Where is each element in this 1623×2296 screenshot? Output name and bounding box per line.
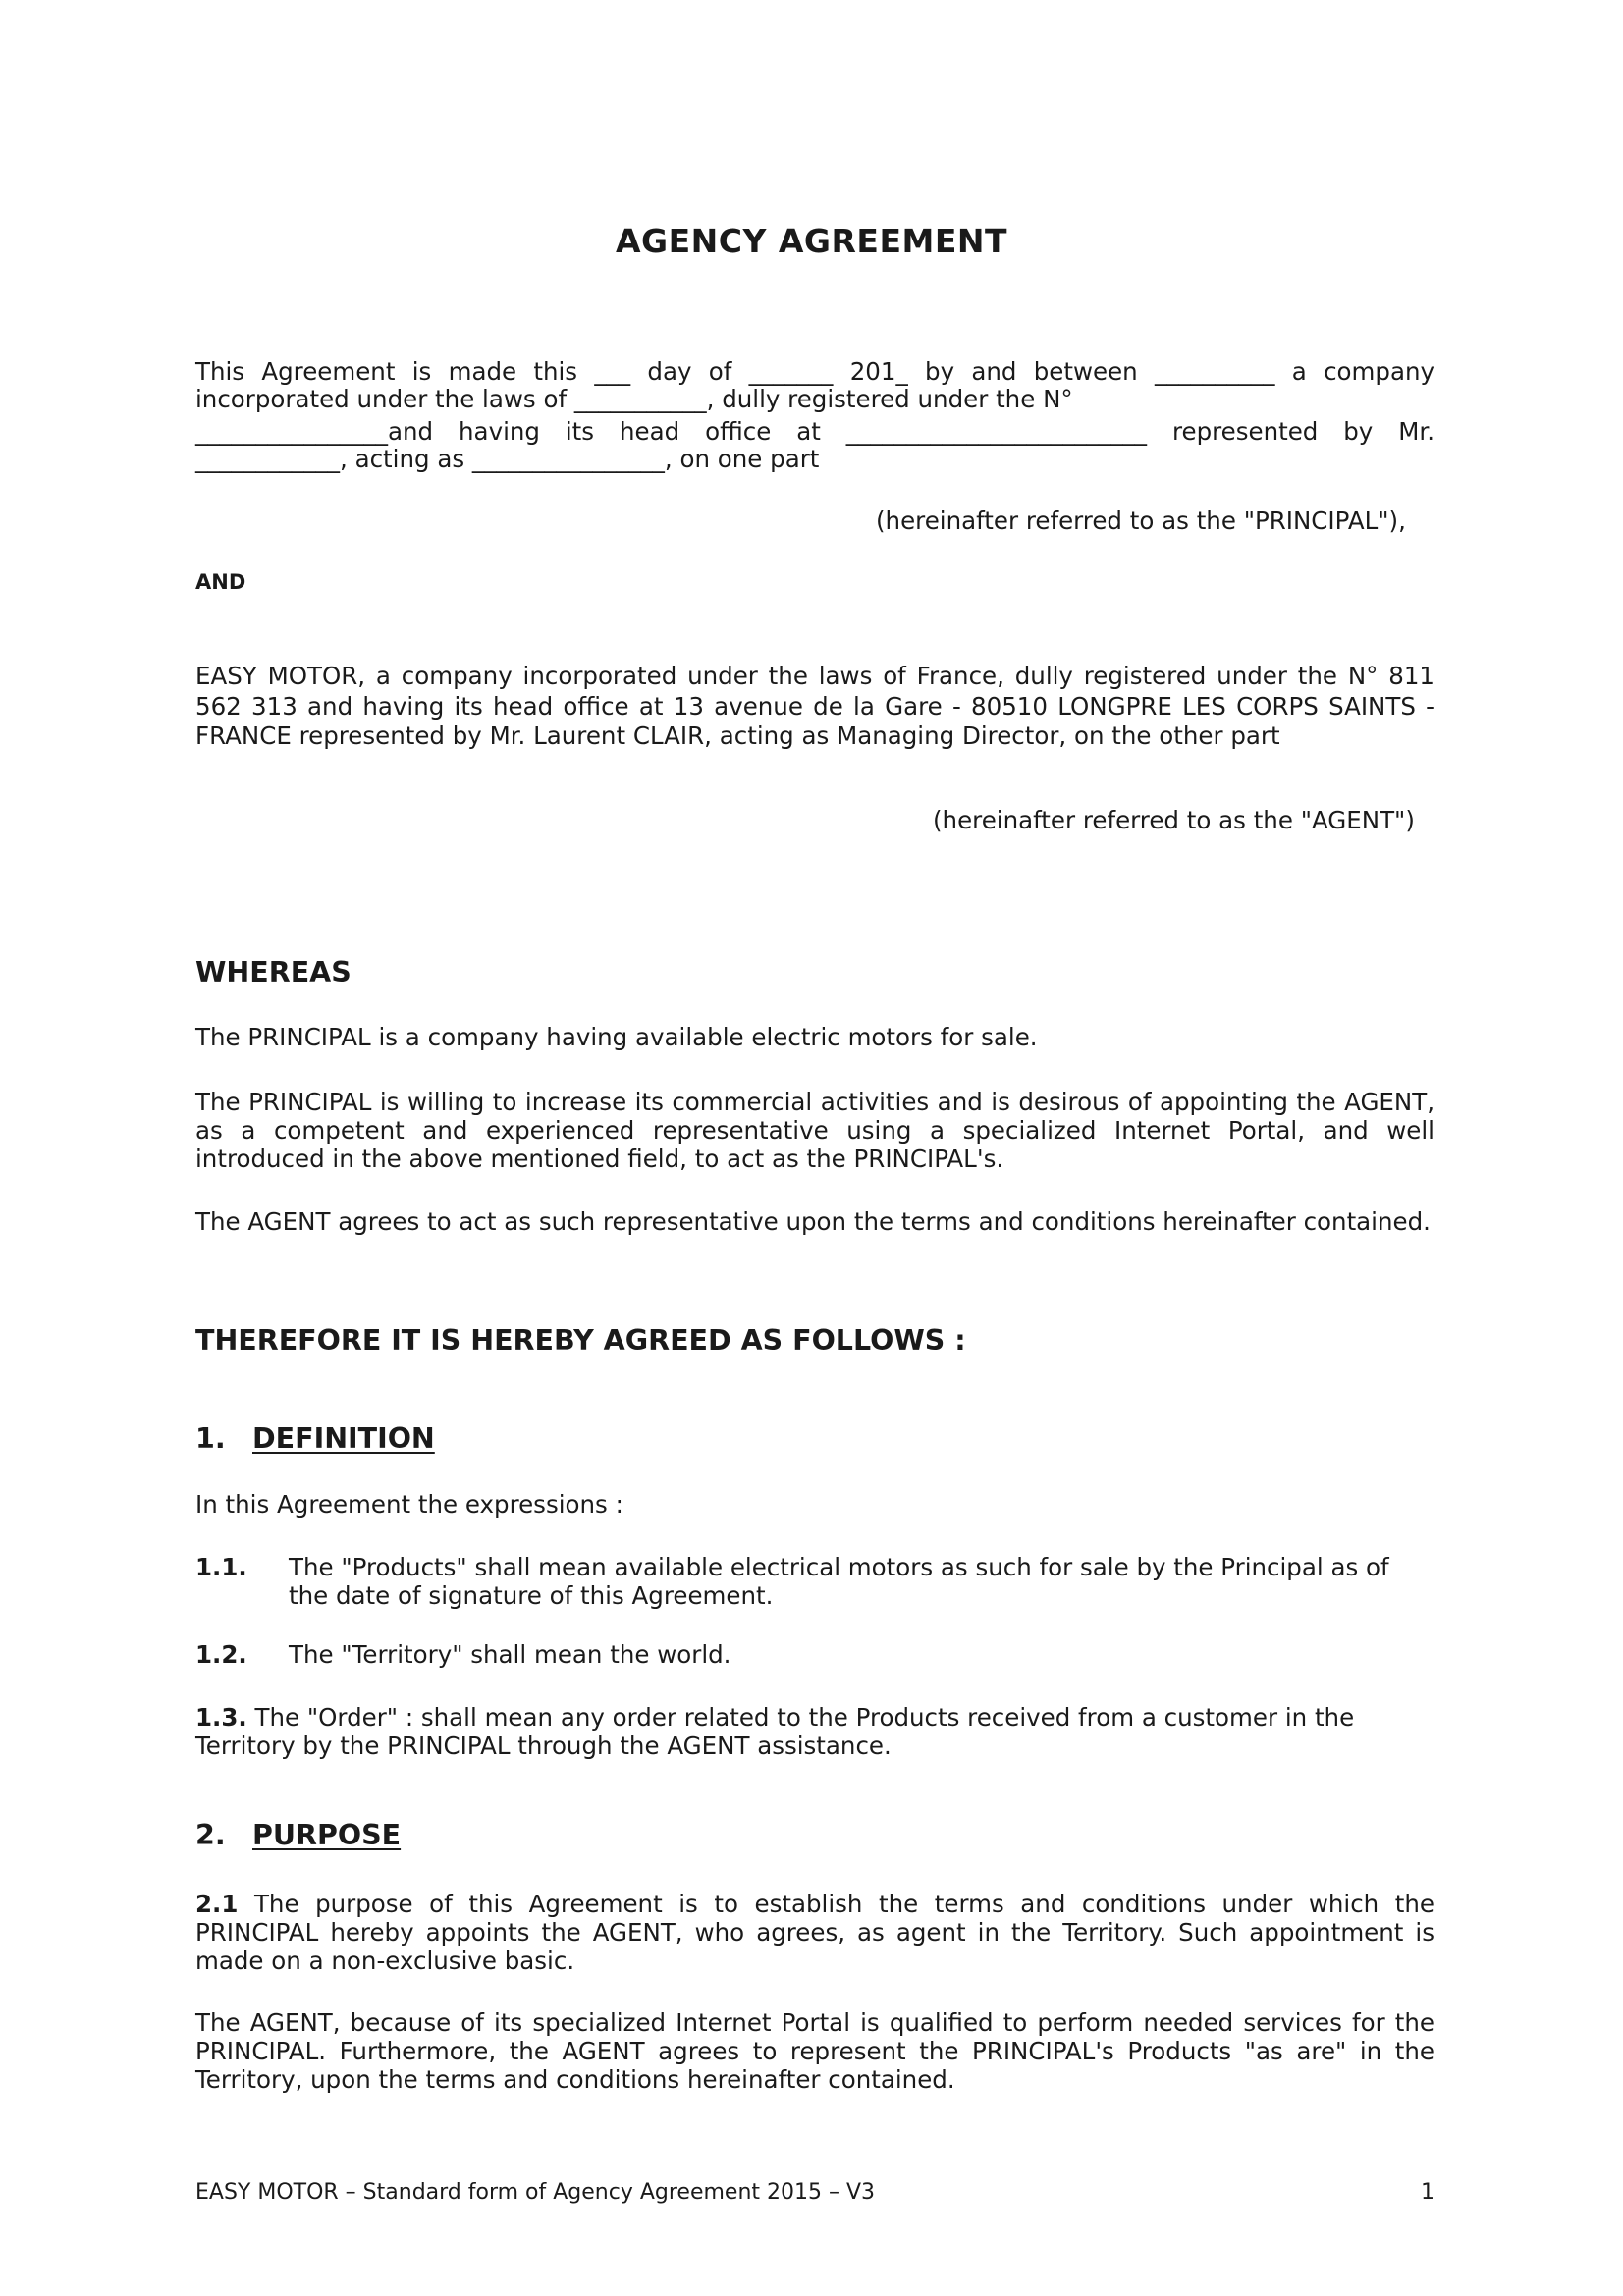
definition-item-3-text: The "Order" : shall mean any order related to the Products received from a customer in the Territory by the PRINCIPAL through the AGENT assistance. [195,1703,1355,1760]
definition-item-3 [195,1703,1434,1760]
page-number: 1 [1421,2180,1434,2205]
intro-line-3: ________________and having its head office at _________________________ represented by Mr. [195,417,1434,446]
whereas-paragraph-2: The PRINCIPAL is willing to increase its commercial activities and is desirous of appointing the AGENT, as a competent and experienced representative using a specialized Internet Portal, and well introduced in the above mentioned field, to act as the PRINCIPAL's. [195,1088,1434,1173]
section-1-title: DEFINITION [252,1422,435,1455]
definition-item-2-number: 1.2. [195,1640,247,1669]
purpose-item-2-1 [195,1890,1434,1975]
definition-item-3-number: 1.3. [195,1703,247,1732]
agent-reference: (hereinafter referred to as the "AGENT") [933,806,1415,834]
purpose-item-2-1-text: The purpose of this Agreement is to establish the terms and conditions under which the PRINCIPAL hereby appoints the AGENT, who agrees, as agent in the Territory. Such appointment is made on a non-exclusive basic. [195,1890,1434,1975]
whereas-paragraph-3: The AGENT agrees to act as such representative upon the terms and conditions hereinafter contained. [195,1207,1431,1236]
definition-item-2-text: The "Territory" shall mean the world. [289,1640,731,1669]
intro-line-1: This Agreement is made this ___ day of _______ 201_ by and between __________ a company [195,357,1434,386]
therefore-heading: THEREFORE IT IS HEREBY AGREED AS FOLLOWS : [195,1324,966,1357]
agent-paragraph: EASY MOTOR, a company incorporated under the laws of France, dully registered under the N° 811 562 313 and having its head office at 13 avenue de la Gare - 80510 LONGPRE LES CORPS SAINTS - FRANCE represented by Mr. Laurent CLAIR, acting as Managing Director, on the other part [195,662,1434,750]
and-label: AND [195,570,246,594]
whereas-paragraph-1: The PRINCIPAL is a company having available electric motors for sale. [195,1023,1038,1051]
section-1-number: 1. [195,1422,226,1455]
definition-item-1 [195,1553,1434,1610]
section-2-number: 2. [195,1819,226,1851]
section-2-heading [195,1819,401,1851]
definition-item-2 [195,1640,1434,1669]
definition-item-1-text: The "Products" shall mean available electrical motors as such for sale by the Principal as of the date of signature of this Agreement. [289,1553,1389,1610]
section-1-heading [195,1422,435,1455]
principal-reference: (hereinafter referred to as the "PRINCIPAL"), [876,507,1406,535]
purpose-paragraph: The AGENT, because of its specialized Internet Portal is qualified to perform needed services for the PRINCIPAL. Furthermore, the AGENT agrees to represent the PRINCIPAL's Products "as are" in the Territory, upon the terms and conditions hereinafter contained. [195,2008,1434,2094]
section-1-intro: In this Agreement the expressions : [195,1490,623,1519]
whereas-heading: WHEREAS [195,956,352,988]
purpose-item-2-1-number: 2.1 [195,1890,239,1918]
definition-item-1-number: 1.1. [195,1553,247,1581]
intro-line-2: incorporated under the laws of ___________, dully registered under the N° [195,385,1073,413]
section-2-title: PURPOSE [252,1819,402,1851]
intro-line-4: ____________, acting as ________________, on one part [195,445,820,473]
footer-text: EASY MOTOR – Standard form of Agency Agreement 2015 – V3 [195,2180,876,2205]
page-title: AGENCY AGREEMENT [615,222,1008,260]
